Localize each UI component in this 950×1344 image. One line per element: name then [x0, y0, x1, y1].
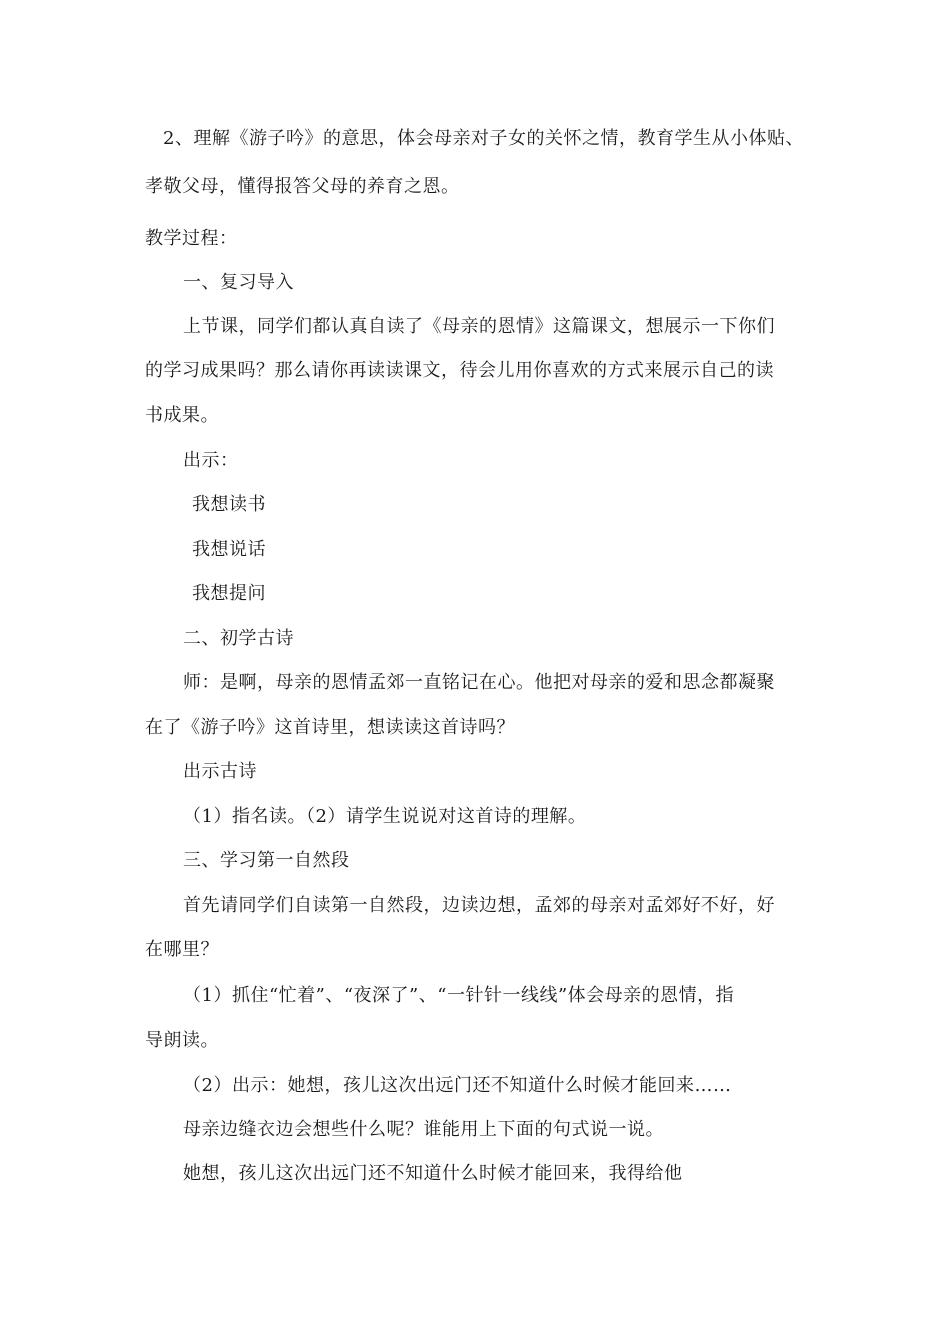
paragraph-line: 出示古诗	[183, 761, 257, 782]
paragraph-line: 她想，孩儿这次出远门还不知道什么时候才能回来，我得给他	[183, 1163, 683, 1184]
heading-review: 一、复习导入	[183, 272, 294, 293]
paragraph-line: 导朗读。	[145, 1030, 219, 1051]
paragraph-line: 在哪里？	[145, 939, 219, 960]
paragraph-line: 出示：	[183, 450, 239, 471]
paragraph-line: 首先请同学们自读第一自然段，边读边想，孟郊的母亲对孟郊好不好，好	[183, 895, 775, 916]
paragraph-line: 书成果。	[145, 405, 219, 426]
objective-line-1: 2、理解《游子吟》的意思，体会母亲对子女的关怀之情，教育学生从小体贴、	[163, 128, 804, 149]
section-heading-process: 教学过程：	[145, 228, 238, 249]
heading-paragraph-one: 三、学习第一自然段	[183, 850, 350, 871]
list-item: 我想提问	[192, 583, 266, 604]
heading-poem: 二、初学古诗	[183, 628, 294, 649]
paragraph-line: 上节课，同学们都认真自读了《母亲的恩情》这篇课文，想展示一下你们	[183, 316, 775, 337]
paragraph-line: （1）抓住“忙着”、“夜深了”、“一针针一线线”体会母亲的恩情，指	[183, 985, 735, 1006]
paragraph-line: （2）出示：她想，孩儿这次出远门还不知道什么时候才能回来……	[183, 1075, 732, 1096]
objective-line-2: 孝敬父母，懂得报答父母的养育之恩。	[145, 176, 460, 197]
list-item: 我想读书	[192, 494, 266, 515]
paragraph-line: 母亲边缝衣边会想些什么呢？谁能用上下面的句式说一说。	[183, 1119, 664, 1140]
list-item: 我想说话	[192, 539, 266, 560]
paragraph-line: 在了《游子吟》这首诗里，想读读这首诗吗？	[145, 717, 515, 738]
paragraph-line: 师：是啊，母亲的恩情孟郊一直铭记在心。他把对母亲的爱和思念都凝聚	[183, 672, 775, 693]
paragraph-line: （1）指名读。（2）请学生说说对这首诗的理解。	[183, 806, 587, 827]
paragraph-line: 的学习成果吗？那么请你再读读课文，待会儿用你喜欢的方式来展示自己的读	[145, 360, 774, 381]
